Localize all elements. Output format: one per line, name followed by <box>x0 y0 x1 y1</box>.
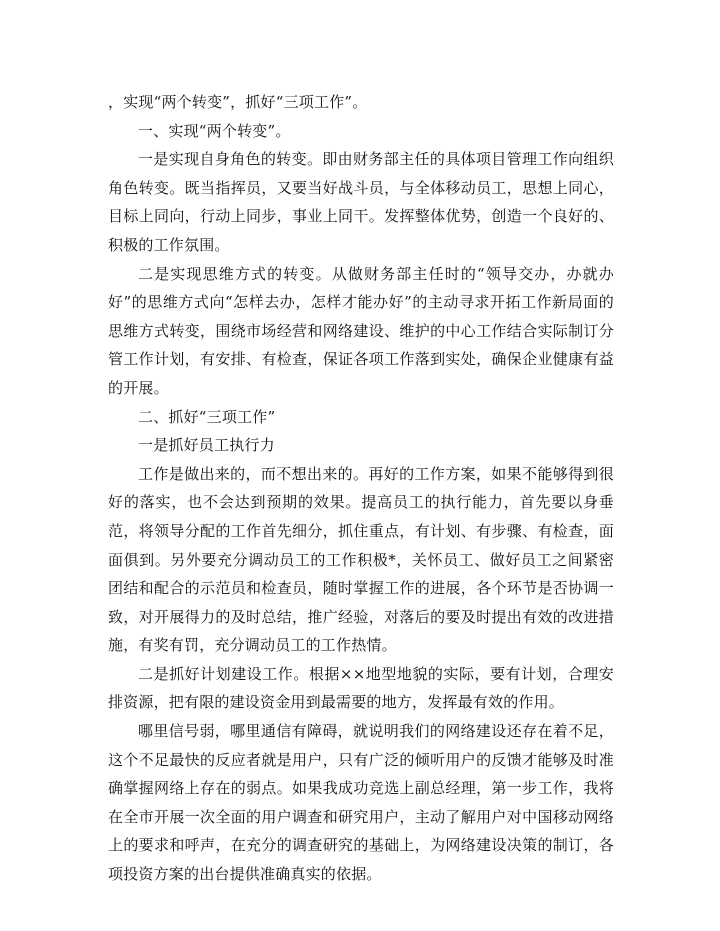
paragraph-planning: 二是抓好计划建设工作。根据××地型地貌的实际，要有计划，合理安排资源，把有限的建设资金用到最需要的地方，发挥最有效的作用。 <box>108 664 614 712</box>
section-heading-2: 二、抓好“三项工作” <box>138 407 276 426</box>
document-body <box>108 88 614 889</box>
paragraph-role-change: 一是实现自身角色的转变。即由财务部主任的具体项目管理工作向组织角色转变。既当指挥员，又要当好战斗员，与全体移动员工，思想上同心，目标上同向，行动上同步，事业上同干。发挥整体优势，创造一个良好的、积极的工作氛围。 <box>108 150 614 254</box>
paragraph-network: 哪里信号弱，哪里通信有障碍，就说明我们的网络建设还存在着不足，这个不足最快的反应者就是用户，只有广泛的倾听用户的反馈才能够及时准确掌握网络上存在的弱点。如果我成功竞选上副总经理，第一步工作，我将在全市开展一次全面的用户调查和研究用户，主动了解用户对中国移动网络上的要求和呼声，在充分的调查研究的基础上，为网络建设决策的制订，各项投资方案的出台提供准确真实的依据。 <box>108 722 614 884</box>
paragraph-opening-line: ，实现“两个转变”，抓好“三项工作”。 <box>108 93 368 111</box>
paragraph-execution: 工作是做出来的，而不想出来的。再好的工作方案，如果不能够得到很好的落实，也不会达到预期的效果。提高员工的执行能力，首先要以身垂范，将领导分配的工作首先细分，抓住重点，有计划、有步骤、有检查，面面俱到。另外要充分调动员工的工作积极*，关怀员工、做好员工之间紧密团结和配合的示范员和检查员，随时掌握工作的进展，各个环节是否协调一致，对开展得力的及时总结，推广经验，对落后的要及时提出有效的改进措施，有奖有罚，充分调动员工的工作热情。 <box>108 464 614 655</box>
paragraph-thinking-change: 二是实现思维方式的转变。从做财务部主任时的“领导交办，办就办好”的思维方式向“怎样去办，怎样才能办好”的主动寻求开拓工作新局面的思维方式转变，围绕市场经营和网络建设、维护的中心工作结合实际制订分管工作计划，有安排、有检查，保证各项工作落到实处，确保企业健康有益的开展。 <box>108 264 614 397</box>
subheading-execution: 一是抓好员工执行力 <box>138 436 275 455</box>
section-heading-1: 一、实现“两个转变”。 <box>138 121 291 140</box>
